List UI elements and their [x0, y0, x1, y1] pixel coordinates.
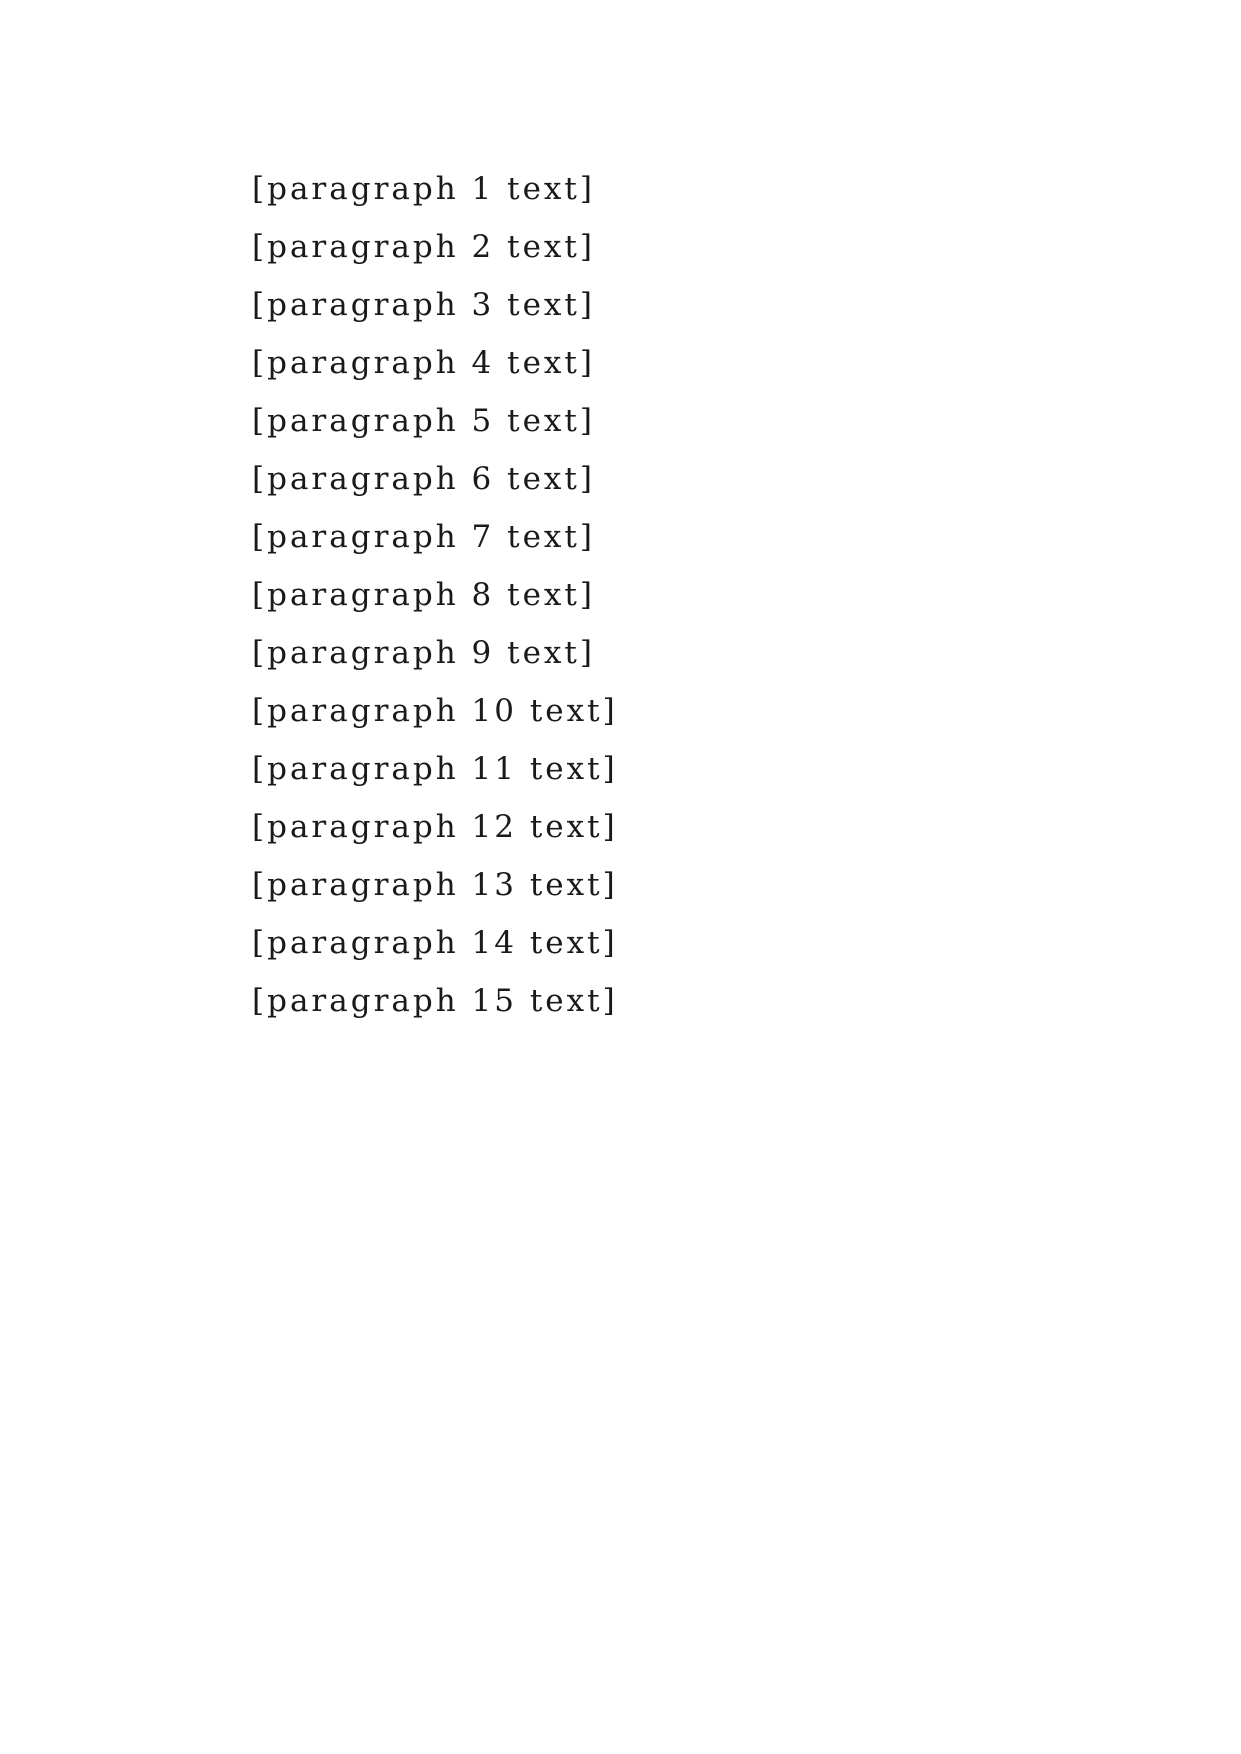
paragraph-5: [paragraph 5 text] — [252, 403, 595, 439]
document-body — [190, 160, 1050, 1030]
paragraph-15: [paragraph 15 text] — [252, 983, 618, 1019]
paragraph-11: [paragraph 11 text] — [252, 751, 618, 787]
paragraph-7: [paragraph 7 text] — [252, 519, 595, 555]
paragraph-8: [paragraph 8 text] — [252, 577, 595, 613]
paragraph-1: [paragraph 1 text] — [252, 171, 595, 207]
paragraph-14: [paragraph 14 text] — [252, 925, 618, 961]
paragraph-4: [paragraph 4 text] — [252, 345, 595, 381]
paragraph-6: [paragraph 6 text] — [252, 461, 595, 497]
paragraph-3: [paragraph 3 text] — [252, 287, 595, 323]
paragraph-10: [paragraph 10 text] — [252, 693, 618, 729]
paragraph-13: [paragraph 13 text] — [252, 867, 618, 903]
paragraph-12: [paragraph 12 text] — [252, 809, 618, 845]
paragraph-9: [paragraph 9 text] — [252, 635, 595, 671]
paragraph-2: [paragraph 2 text] — [252, 229, 595, 265]
